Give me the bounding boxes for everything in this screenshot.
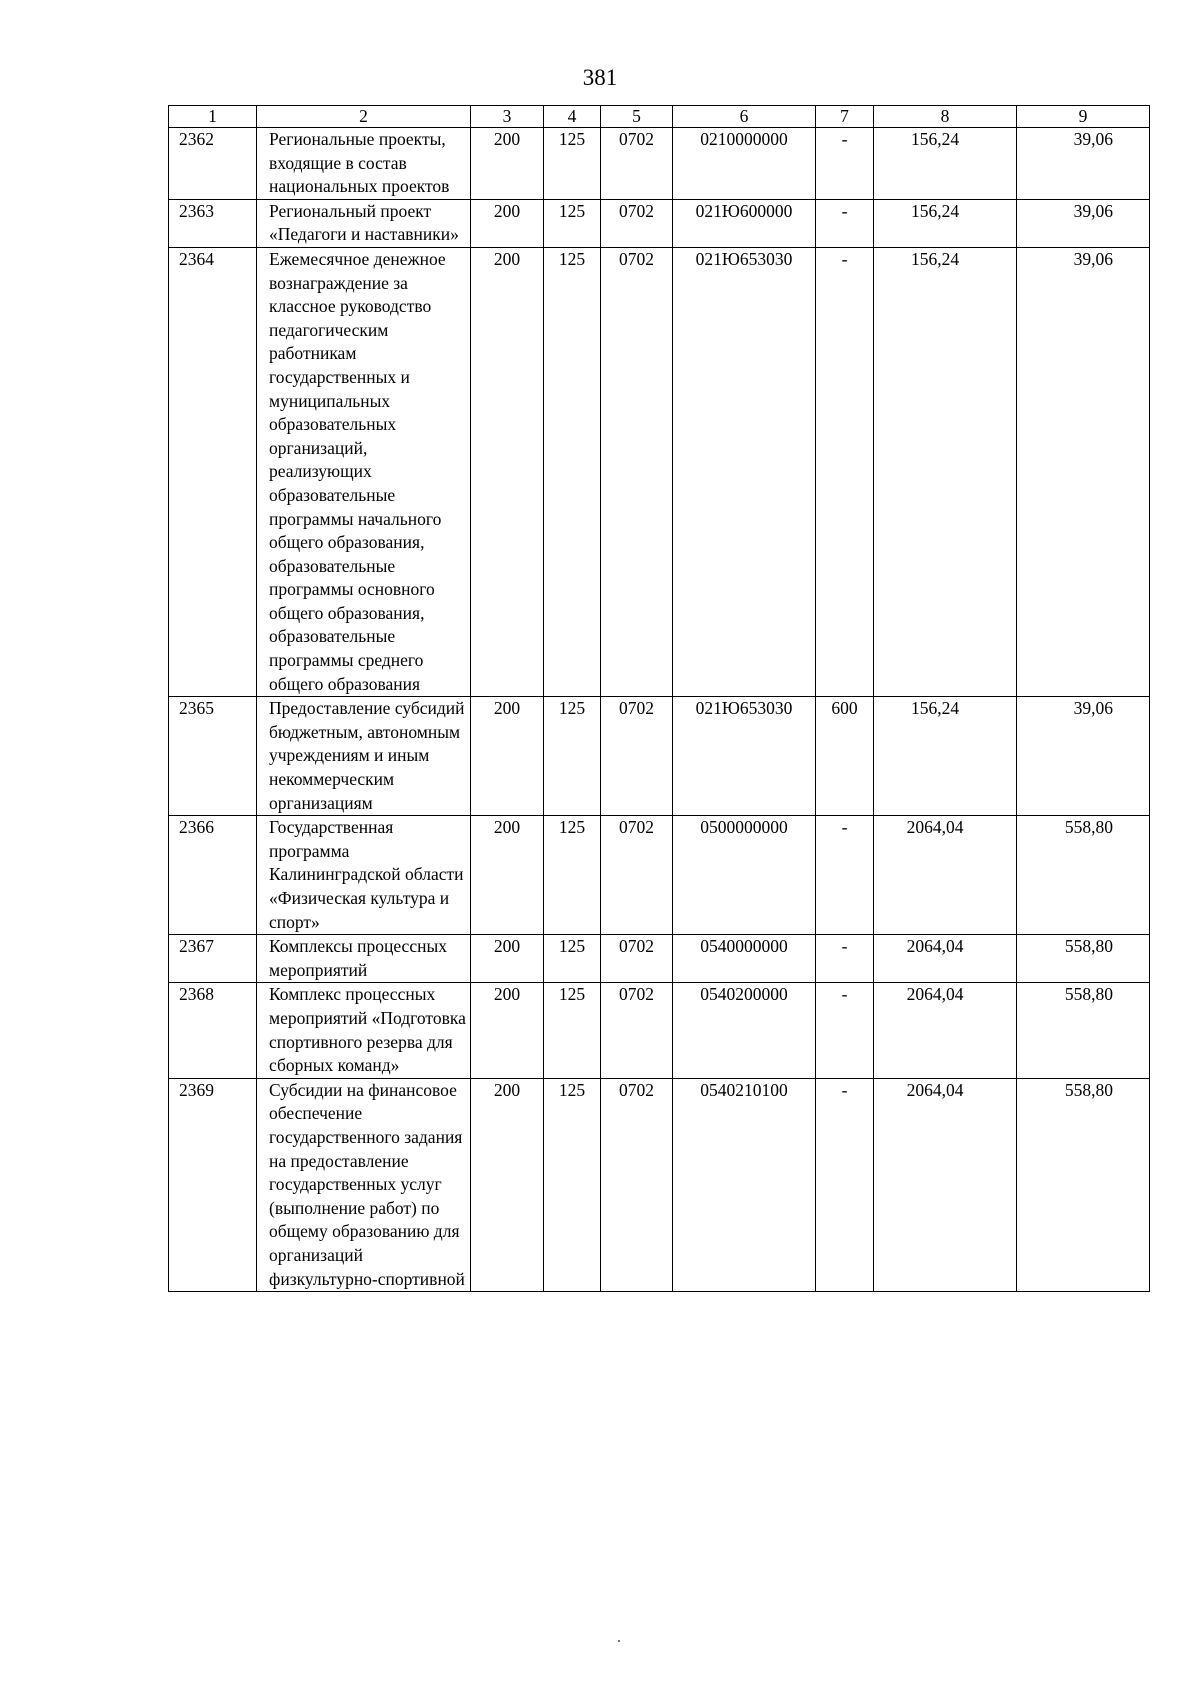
scan-speck: [618, 1640, 620, 1642]
row-col8: 2064,04: [874, 983, 1017, 1078]
row-col7: -: [816, 128, 874, 200]
row-name: Субсидии на финансовое обеспечение государственного задания на предоставление государственных услуг (выполнение работ) по общему образованию для организаций физкультурно-спортивной: [257, 1078, 471, 1291]
row-col3: 200: [471, 199, 544, 247]
row-col6: 0500000000: [673, 816, 816, 935]
row-col8: 156,24: [874, 128, 1017, 200]
row-col4: 125: [544, 697, 601, 816]
table-row: [169, 199, 1150, 247]
row-col6: 021Ю653030: [673, 247, 816, 696]
row-col8: 156,24: [874, 247, 1017, 696]
header-cell: 2: [257, 106, 471, 128]
row-col8: 2064,04: [874, 1078, 1017, 1291]
row-col9: 558,80: [1017, 935, 1150, 983]
row-col8: 156,24: [874, 697, 1017, 816]
row-col7: 600: [816, 697, 874, 816]
row-name: Комплекс процессных мероприятий «Подготовка спортивного резерва для сборных команд»: [257, 983, 471, 1078]
row-name: Региональный проект «Педагоги и наставники»: [257, 199, 471, 247]
row-col5: 0702: [601, 1078, 673, 1291]
row-number: 2363: [169, 199, 257, 247]
header-cell: 5: [601, 106, 673, 128]
row-col6: 021Ю600000: [673, 199, 816, 247]
row-col7: -: [816, 983, 874, 1078]
row-col8: 2064,04: [874, 816, 1017, 935]
row-col6: 0540210100: [673, 1078, 816, 1291]
row-col4: 125: [544, 199, 601, 247]
row-number: 2365: [169, 697, 257, 816]
row-name: Региональные проекты, входящие в состав национальных проектов: [257, 128, 471, 200]
row-col7: -: [816, 199, 874, 247]
row-col5: 0702: [601, 816, 673, 935]
row-col3: 200: [471, 697, 544, 816]
row-col3: 200: [471, 983, 544, 1078]
row-col4: 125: [544, 1078, 601, 1291]
row-col5: 0702: [601, 983, 673, 1078]
row-number: 2364: [169, 247, 257, 696]
row-number: 2368: [169, 983, 257, 1078]
row-col6: 021Ю653030: [673, 697, 816, 816]
row-col9: 39,06: [1017, 697, 1150, 816]
row-name: Предоставление субсидий бюджетным, автономным учреждениям и иным некоммерческим организациям: [257, 697, 471, 816]
row-number: 2366: [169, 816, 257, 935]
row-col7: -: [816, 816, 874, 935]
table-row: [169, 816, 1150, 935]
row-col9: 39,06: [1017, 128, 1150, 200]
row-col3: 200: [471, 816, 544, 935]
table-row: [169, 1078, 1150, 1291]
header-cell: 1: [169, 106, 257, 128]
row-col5: 0702: [601, 128, 673, 200]
row-col5: 0702: [601, 935, 673, 983]
row-col5: 0702: [601, 199, 673, 247]
row-col6: 0540000000: [673, 935, 816, 983]
row-col7: -: [816, 247, 874, 696]
table-row: [169, 935, 1150, 983]
row-col9: 558,80: [1017, 816, 1150, 935]
row-col7: -: [816, 935, 874, 983]
row-name: Комплексы процессных мероприятий: [257, 935, 471, 983]
row-col4: 125: [544, 128, 601, 200]
table-row: [169, 983, 1150, 1078]
row-col9: 39,06: [1017, 247, 1150, 696]
row-col4: 125: [544, 983, 601, 1078]
table-row: [169, 128, 1150, 200]
header-cell: 4: [544, 106, 601, 128]
row-name: Ежемесячное денежное вознаграждение за классное руководство педагогическим работникам государственных и муниципальных образовательных организаций, реализующих образовательные программы начального общего образования, образовательные программы основного общего образования, образовательные программы среднего общего образования: [257, 247, 471, 696]
row-col8: 2064,04: [874, 935, 1017, 983]
row-col9: 558,80: [1017, 1078, 1150, 1291]
row-col3: 200: [471, 1078, 544, 1291]
row-number: 2367: [169, 935, 257, 983]
row-col4: 125: [544, 247, 601, 696]
table-row: [169, 697, 1150, 816]
row-col3: 200: [471, 128, 544, 200]
table-header-row: [169, 106, 1150, 128]
row-name: Государственная программа Калининградской области «Физическая культура и спорт»: [257, 816, 471, 935]
table-row: [169, 247, 1150, 696]
budget-table: [168, 105, 1150, 1292]
row-col6: 0210000000: [673, 128, 816, 200]
header-cell: 3: [471, 106, 544, 128]
header-cell: 8: [874, 106, 1017, 128]
header-cell: 6: [673, 106, 816, 128]
row-col9: 39,06: [1017, 199, 1150, 247]
row-col5: 0702: [601, 247, 673, 696]
row-col9: 558,80: [1017, 983, 1150, 1078]
row-col8: 156,24: [874, 199, 1017, 247]
row-col7: -: [816, 1078, 874, 1291]
row-col4: 125: [544, 816, 601, 935]
page-number: 381: [582, 65, 618, 90]
row-col5: 0702: [601, 697, 673, 816]
row-number: 2362: [169, 128, 257, 200]
header-cell: 7: [816, 106, 874, 128]
row-number: 2369: [169, 1078, 257, 1291]
row-col3: 200: [471, 935, 544, 983]
row-col4: 125: [544, 935, 601, 983]
header-cell: 9: [1017, 106, 1150, 128]
row-col6: 0540200000: [673, 983, 816, 1078]
row-col3: 200: [471, 247, 544, 696]
